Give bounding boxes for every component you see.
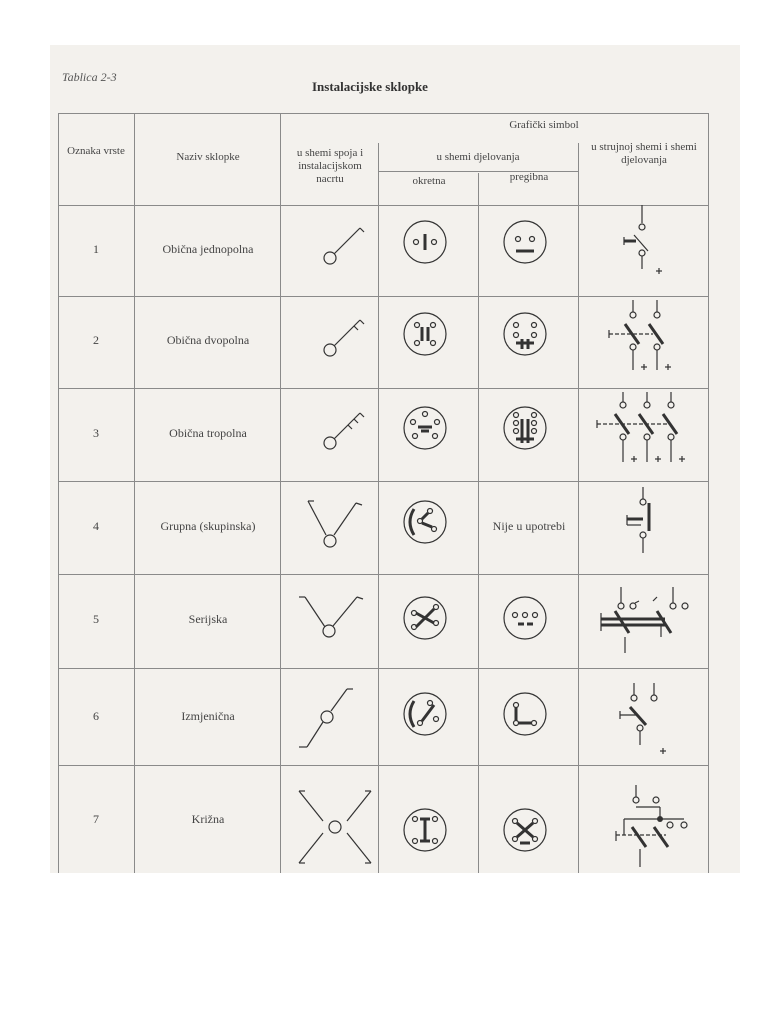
two-way-rotary-symbol [400, 689, 450, 739]
header-type-label: Oznaka vrste [67, 145, 125, 157]
row-3-number: 3 [93, 426, 99, 440]
column-divider [478, 173, 479, 873]
row-6-name: Izmjenična [181, 709, 235, 723]
header-name: Naziv sklopke [176, 151, 240, 163]
table-caption: Tablica 2-3 [62, 70, 117, 84]
intermediate-circuit-symbol [610, 783, 700, 871]
triple-pole-switch-plan-symbol [312, 405, 372, 455]
row-divider [58, 765, 708, 766]
series-switch-plan-symbol [295, 593, 375, 648]
row-1-number: 1 [93, 242, 99, 256]
row-7-name: Križna [191, 812, 225, 826]
row-divider [58, 481, 708, 482]
row-4-number: 4 [93, 519, 99, 533]
header-rotary: okretna [412, 175, 446, 187]
group-circuit-symbol [613, 485, 673, 560]
two-way-circuit-symbol [610, 681, 680, 761]
row-7-number: 7 [93, 812, 99, 826]
row-divider [58, 388, 708, 389]
intermediate-switch-plan-symbol [295, 785, 375, 870]
table-title: Instalacijske sklopke [312, 79, 428, 94]
column-divider [578, 143, 579, 873]
header-install-plan: u shemi spoja i instalacijskom nacrtu [296, 147, 364, 185]
intermediate-rotary-symbol [400, 805, 450, 855]
row-5-number: 5 [93, 612, 99, 626]
row-4-name: Grupna (skupinska) [160, 519, 256, 533]
group-switch-plan-symbol [300, 497, 370, 557]
two-way-switch-plan-symbol [295, 685, 375, 760]
row-1-name: Obična jednopolna [162, 242, 254, 256]
row-3-name: Obična tropolna [169, 426, 247, 440]
double-pole-rotary-symbol [400, 309, 450, 359]
table-left-border [58, 113, 59, 873]
document-page [50, 45, 740, 873]
row-2-name: Obična dvopolna [166, 333, 250, 347]
triple-pole-circuit-symbol [593, 390, 703, 470]
series-circuit-symbol [595, 585, 700, 660]
double-pole-toggle-symbol [500, 309, 550, 359]
single-pole-rotary-symbol [400, 217, 450, 267]
single-pole-switch-plan-symbol [312, 220, 372, 270]
double-pole-circuit-symbol [603, 300, 693, 380]
column-divider [378, 143, 379, 873]
series-rotary-symbol [400, 593, 450, 643]
table-right-border [708, 113, 709, 873]
column-divider [134, 113, 135, 873]
row-6-number: 6 [93, 709, 99, 723]
row-2-number: 2 [93, 333, 99, 347]
row-divider [58, 296, 708, 297]
header-operation: u shemi djelovanja [436, 151, 520, 163]
single-pole-circuit-symbol [610, 205, 680, 285]
row-divider [58, 668, 708, 669]
row-divider [58, 574, 708, 575]
double-pole-switch-plan-symbol [312, 312, 372, 362]
row-4-toggle-note: Nije u upotrebi [492, 519, 566, 533]
table-top-border [58, 113, 708, 114]
header-graphic-symbol: Grafički simbol [509, 119, 579, 131]
header-toggle: pregibna [509, 171, 549, 183]
row-5-name: Serijska [188, 612, 228, 626]
triple-pole-rotary-symbol [400, 403, 450, 453]
header-circuit-operation: u strujnoj shemi i shemi djelovanja [591, 141, 697, 166]
column-divider [280, 113, 281, 873]
single-pole-toggle-symbol [500, 217, 550, 267]
series-toggle-symbol [500, 593, 550, 643]
intermediate-toggle-symbol [500, 805, 550, 855]
triple-pole-toggle-symbol [500, 403, 550, 453]
group-rotary-symbol [400, 497, 450, 547]
two-way-toggle-symbol [500, 689, 550, 739]
